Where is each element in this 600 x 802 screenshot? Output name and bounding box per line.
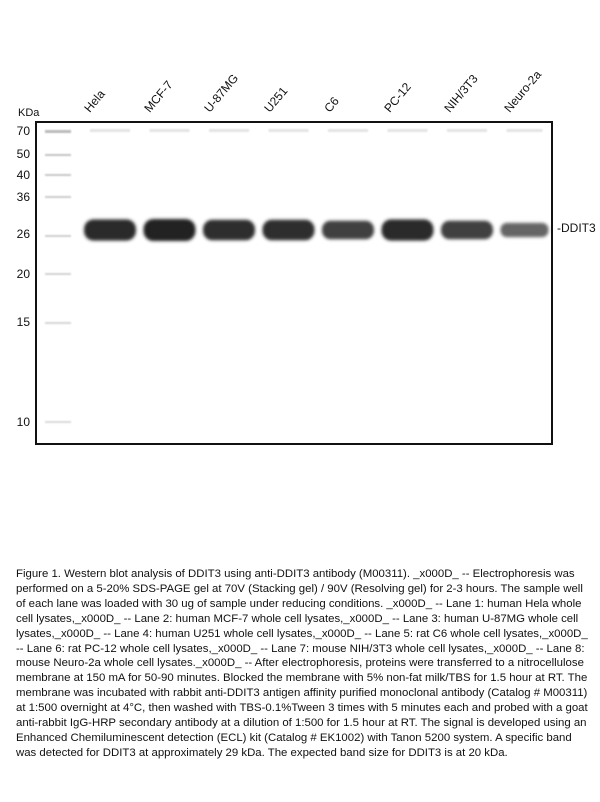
- marker-label-50: 50: [16, 147, 30, 161]
- well-smear-hela: [90, 129, 130, 132]
- band-u251: [263, 220, 315, 241]
- marker-label-26: 26: [16, 227, 30, 241]
- lane-label-u87mg: U-87MG: [201, 71, 242, 115]
- marker-label-20: 20: [16, 267, 30, 281]
- ladder-band-20: [45, 273, 71, 275]
- ladder-band-70: [45, 130, 71, 133]
- well-smear-pc12: [388, 129, 428, 132]
- marker-label-40: 40: [16, 168, 30, 182]
- lane-label-nih3t3: NIH/3T3: [441, 71, 481, 115]
- lane-label-mcf7: MCF-7: [141, 77, 176, 115]
- blot-image: [37, 123, 551, 443]
- band-u87mg: [203, 220, 255, 241]
- lane-label-neuro2a: Neuro-2a: [501, 67, 545, 115]
- band-neuro2a: [501, 223, 549, 237]
- lane-label-pc12: PC-12: [381, 79, 414, 115]
- ddit3-band-label: -DDIT3: [557, 221, 596, 235]
- ladder-band-36: [45, 196, 71, 198]
- marker-label-10: 10: [16, 415, 30, 429]
- marker-label-15: 15: [16, 315, 30, 329]
- well-smear-u251: [269, 129, 309, 132]
- band-c6: [322, 221, 374, 240]
- ladder-band-40: [45, 174, 71, 176]
- band-pc12: [382, 219, 434, 240]
- marker-label-70: 70: [16, 124, 30, 138]
- marker-label-36: 36: [16, 190, 30, 204]
- well-smear-neuro2a: [507, 129, 543, 132]
- marker-ladder: [45, 130, 71, 423]
- kda-axis-title: KDa: [18, 107, 40, 119]
- sample-lanes: [84, 129, 549, 241]
- well-smear-nih3t3: [447, 129, 487, 132]
- band-nih3t3: [441, 221, 493, 240]
- well-smear-c6: [328, 129, 368, 132]
- well-smear-u87mg: [209, 129, 249, 132]
- lane-label-c6: C6: [321, 94, 342, 115]
- band-hela: [84, 219, 136, 240]
- lane-label-hela: Hela: [81, 87, 108, 115]
- lane-label-u251: U251: [261, 84, 291, 115]
- well-smear-mcf7: [150, 129, 190, 132]
- ladder-band-10: [45, 421, 71, 423]
- blot-membrane: [35, 121, 553, 445]
- band-mcf7: [144, 219, 196, 241]
- figure-caption: Figure 1. Western blot analysis of DDIT3 using anti-DDIT3 antibody (M00311). _x000D_ -- Electrophoresis was performed on a 5-20% SDS-PAGE gel at 70V (Stacking gel) / 90V (Resolving gel) for 2-3 hours. The sample well of each lane was loaded with 30 ug of sample under reducing conditions. _x000D_ -- Lane 1: human Hela whole cell lysates,_x000D_ -- Lane 2: human MCF-7 whole cell lysates,_x000D_ -- Lane 3: human U-87MG whole cell lysates,_x000D_ -- Lane 4: human U251 whole cell lysates,_x000D_ -- Lane 5: rat C6 whole cell lysates,_x000D_ -- Lane 6: rat PC-12 whole cell lysates,_x000D_ -- Lane 7: mouse NIH/3T3 whole cell lysates,_x000D_ -- Lane 8: mouse Neuro-2a whole cell lysates._x000D_ -- After electrophoresis, proteins were transferred to a nitrocellulose membrane at 150 mA for 50-90 minutes. Blocked the membrane with 5% non-fat milk/TBS for 1.5 hour at RT. The membrane was incubated with rabbit anti-DDIT3 antigen affinity purified monoclonal antibody (Catalog # M00311) at 1:500 overnight at 4°C, then washed with TBS-0.1%Tween 3 times with 5 minutes each and probed with a goat anti-rabbit IgG-HRP secondary antibody at a dilution of 1:500 for 1.5 hour at RT. The signal is developed using an Enhanced Chemiluminescent detection (ECL) kit (Catalog # EK1002) with Tanon 5200 system. A specific band was detected for DDIT3 at approximately 29 kDa. The expected band size for DDIT3 is at 20 kDa.: [16, 568, 588, 759]
- ladder-band-26: [45, 235, 71, 237]
- ladder-band-15: [45, 322, 71, 324]
- ladder-band-50: [45, 154, 71, 156]
